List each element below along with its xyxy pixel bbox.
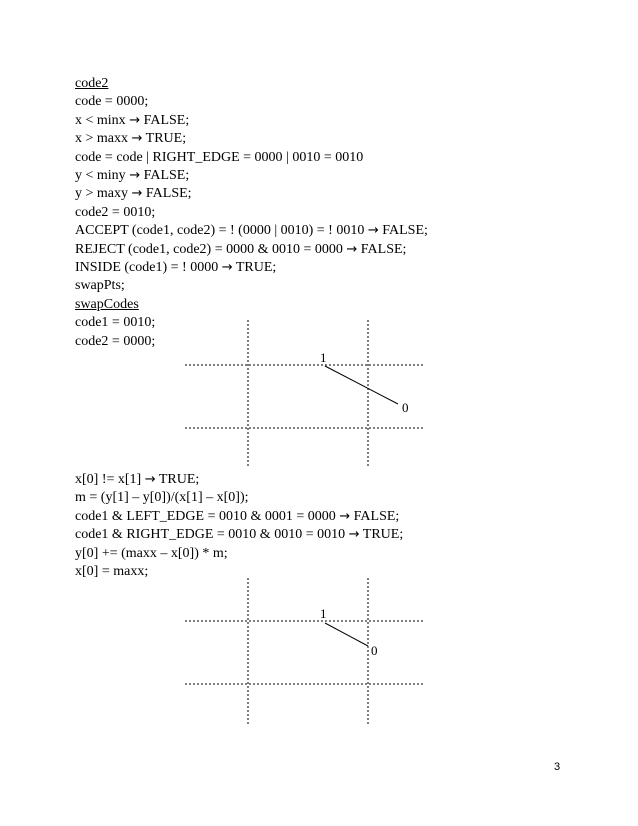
line-rhs: TRUE; (142, 131, 187, 147)
text-line: m = (y[1] – y[0])/(x[1] – x[0]); (75, 490, 249, 506)
text-line: code2 (75, 76, 109, 91)
text-line: code1 = 0010; (75, 315, 156, 331)
text-line (75, 259, 428, 277)
text-line (75, 222, 428, 240)
arrow-icon: → (129, 112, 141, 128)
text-line (75, 185, 428, 203)
line-rhs: FALSE; (140, 112, 190, 128)
text-line: code = 0000; (75, 94, 149, 110)
arrow-icon: → (131, 131, 143, 147)
line-rhs: FALSE; (357, 241, 407, 257)
arrow-icon: → (346, 241, 358, 257)
text-line (75, 130, 428, 148)
point-label-end: 0 (402, 400, 409, 415)
text-line: y[0] += (maxx – x[0]) * m; (75, 545, 228, 561)
line-segment (325, 366, 398, 404)
text-line (75, 241, 428, 259)
point-label-end: 0 (371, 643, 378, 658)
arrow-icon: → (367, 223, 379, 239)
line-lhs: REJECT (code1, code2) = 0000 & 0010 = 0000 (75, 241, 347, 257)
line-lhs: code1 & RIGHT_EDGE = 0010 & 0010 = 0010 (75, 527, 349, 543)
line-lhs: y < miny (75, 168, 130, 184)
line-lhs: INSIDE (code1) = ! 0000 (75, 260, 222, 276)
line-segment (325, 623, 368, 646)
arrow-icon: → (131, 186, 143, 202)
text-block-2 (75, 471, 403, 581)
line-lhs: ACCEPT (code1, code2) = ! (0000 | 0010) = ! 0010 (75, 223, 368, 239)
text-block-1 (75, 75, 428, 351)
text-line (75, 167, 428, 185)
text-line: code2 = 0000; (75, 333, 156, 349)
line-rhs: FALSE; (142, 186, 192, 202)
text-line: code = code | RIGHT_EDGE = 0000 | 0010 = 0010 (75, 149, 364, 165)
line-lhs: y > maxy (75, 186, 132, 202)
line-lhs: x > maxx (75, 131, 132, 147)
text-line: x[0] = maxx; (75, 564, 149, 580)
line-lhs: code1 & LEFT_EDGE = 0010 & 0001 = 0000 (75, 508, 340, 524)
arrow-icon: → (144, 472, 156, 487)
point-label-start: 1 (320, 606, 327, 621)
clipping-diagram-1 (180, 318, 430, 470)
line-lhs: x < minx (75, 112, 130, 128)
line-rhs: TRUE; (359, 527, 404, 543)
arrow-icon: → (129, 168, 141, 184)
text-line: swapCodes (75, 296, 139, 312)
clipping-diagram-2 (180, 576, 430, 728)
text-line (75, 112, 428, 130)
text-line: swapPts; (75, 278, 125, 294)
text-line (75, 526, 403, 544)
arrow-icon: → (339, 508, 351, 524)
text-line (75, 508, 403, 526)
arrow-icon: → (221, 260, 233, 276)
line-rhs: TRUE; (155, 472, 200, 487)
line-rhs: FALSE; (140, 168, 190, 184)
line-rhs: FALSE; (350, 508, 400, 524)
point-label-start: 1 (320, 350, 327, 365)
line-rhs: TRUE; (232, 260, 277, 276)
page-number: 3 (554, 761, 561, 773)
arrow-icon: → (348, 527, 360, 543)
line-rhs: FALSE; (378, 223, 428, 239)
text-line: code2 = 0010; (75, 204, 156, 220)
text-line (75, 471, 403, 489)
line-lhs: x[0] != x[1] (75, 472, 145, 487)
